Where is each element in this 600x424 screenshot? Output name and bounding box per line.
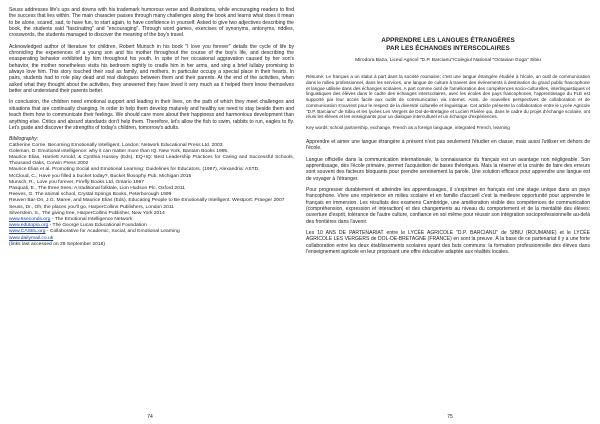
bibliography-title: Bibliography: bbox=[9, 136, 39, 143]
bibliography-entry: Silverstein, S., The giving tree, HarperCollins Publisher, New York 2014 bbox=[9, 210, 165, 216]
link-description: - The Emotional Intelligence Network bbox=[50, 216, 133, 222]
bibliography-entry: Seuss, Dr., Oh, the places you'll go, HarperCollins Publishers, London 2011 bbox=[9, 204, 174, 210]
bibliography-entry: Reeves, G. The animal school, Crystal Springs Books, Peterborough 1999 bbox=[9, 192, 172, 198]
bibliography-entry: McCloud, C., Have you filled a bucket today?, Bucket filosophy Pub, Michigan 2015 bbox=[9, 173, 192, 179]
article-body bbox=[306, 139, 590, 256]
bibliography-entry: Munsch, R., Love you forever, Firefly Books Ltd, Ontario 1997 bbox=[9, 179, 145, 185]
paragraph: Apprendre et aimer une langue étrangère à présent n'est pas seulement l'étudier en classe, mais aussi l'utiliser en dehors de l'école. bbox=[306, 138, 590, 152]
paragraph: Pour progresser durablement et atteindre les apprentissages, il s'exprimer en français est une stage unique dans un pays francophone. Vivre une expérience en milieu scolaire et en famille d'accueil c'est la meilleure opportunité pour apprendre le français en immersion. Les résultats des examens Cambridge, une amélioration visible des compétences de communication (compréhension, expression et interaction) et des changements au niveau du comportement et de la mentalité des élèves: ouverture d'esprit, tolérance de l'autre culture, confiance en soi même pour réussir son intégration socioprofessionnelle au-delà des frontières dans l'avenir. bbox=[306, 187, 590, 225]
paragraph: Acknowledged author of literature for children, Robert Munsch in his book "I love you forever" details the cycle of life by chronicling the experiences of a young son and his mother throughout the course of the boy's life, and describing the exasperating behavior exhibited by him throughout his youth. In spite of her occasional aggravation caused by her son's behavior, the mother nonetheless visits his bedroom nightly to cradle him in her arms, and sing a brief lullaby promising to always love him. This story touched their soul as family, and mothers, in particular occupy a special place in their hearts. In pairs, students had to role play dead and real dialogues between them and their parents. At the end of the activities, when asked what they thought about the activities, they answered they have loved it very much as it helped them know themselves better and understand their parents better. bbox=[9, 43, 294, 95]
bibliography-list bbox=[9, 143, 294, 248]
article-title bbox=[306, 37, 590, 52]
bibliography-entry: Goleman, D. Emotional intelligence: why it can matter more than IQ. New York, Bantam Books 1995. bbox=[9, 148, 229, 154]
link-edutopia[interactable]: www.edutopia.org bbox=[9, 223, 49, 229]
article-authors: Mirodora Baza, Liceul Agricol "D.P. Barcianu"/Colegiul National "Octavian Goga" Sibiu bbox=[355, 58, 541, 64]
abstract-text: Résumé: Le français a un statut à part dans la société roumaine; c'est une langue étrangère étudiée à l'école, un outil de communication dans le milieu professionnel, dans les services, une langue de culture à travers des événements à destination du grand public francophone et langue utilisée dans des échanges scolaires. A part comme outil de l'amélioration des compétences socio-culturelles, interlinguistiques et linguistiques des élèves dans le cadre des échanges interscolaires, avec les écoles des pays francophones, l'apprentissage du FLE est supporté par leur accès facile aux outils de communication via internet. Ainsi, de nouvelles perspectives de collaboration et de communication s'ouvrent pour le respect de la diversité culturelle et linguistique. Cet article présente la collaboration entre le Lycée Agricole "D.P. Barcianu" de Sibiu et les lycées Les Vergers de Dol-de-Bretagne et Lucien Rivière qui, dans le cadre du projet d'échange scolaire, ont réuni les élèves et les enseignants pour un dialogue interculturel et un échange d'expériences. bbox=[306, 74, 590, 120]
paragraph: Langue officielle dans la communication internationale, la connaissance du français est un avantage non négligeable. Son apprentissage, dès l'école primaire, permet l'acquisition de bases théoriques. Mais la réserve et la crainte de faire des erreurs sont souvent des facteurs bloquants pour prendre sereinement la parole. Une solution efficace pour apprendre une langue est de voyager à l'étranger. bbox=[306, 156, 590, 182]
right-page bbox=[300, 0, 600, 424]
keywords-text: Key words: school partnership, exchange, French as a foreign language, integrated French, learning bbox=[306, 125, 510, 131]
links-note: (links last accessed on 29 September 2018) bbox=[9, 241, 106, 247]
page-number: 74 bbox=[147, 414, 153, 420]
paragraph: Les 10 ANS DE PARTENARIAT entre le LYCÉE AGRICOLE "D.P. BARCIANU" de SIBIU (ROUMANIE) et le LYCÉE AGRICOLE LES VERGERS de DOL-DE-BRETAGNE (FRANCE) en sont la preuve. À la base de ce partenariat il y a une forte collaboration entre les deux établissements scolaires ayant des buts communs: la formation professionnelle des élèves dans l'enseignement agricole en leur proposant une offre éducative adaptée aux réalités locales. bbox=[306, 230, 590, 256]
abstract bbox=[306, 74, 590, 120]
link-description: - The George Lucas Educational Foundation bbox=[48, 223, 147, 229]
bibliography-entry: Reuven Bar-On, J.G. Maree, and Maurice Elias (Eds), Educating People to Be Emotionally Intelligent. Westport: Praeger 2007 bbox=[9, 198, 285, 204]
paragraph: In conclusion, the children need emotional support and leading in their lives, on the path of which they meet challenges and situations that are continually changing. In order to help them develop maturely and healthy we need to stay beside them and teach them how to communicate their feelings. We should care more about their happiness and harmonious development than anything else. Critics and absurd standards don't help them. Therefore, let's allow the fish to swim, rabbits to run, eagles to fly. Let's guide and discover the strengths of today's children, tomorrow's adults. bbox=[9, 99, 294, 131]
title-line: APPRENDRE LES LANGUES ÉTRANGÈRES bbox=[381, 37, 515, 44]
page-number: 75 bbox=[447, 414, 453, 420]
bibliography-entry: Pasquali, E., The three trees: A traditional folktale, Lion Hudson Plc, Oxford 2011 bbox=[9, 185, 186, 191]
bibliography-entry: Catherine Corrie. Becoming Emotionally Intelligent. London: Network Educational Press Ltd, 2003. bbox=[9, 142, 224, 148]
link-dailymail[interactable]: www.dailymail.co.uk bbox=[9, 235, 54, 241]
bibliography-entry: Maurice Elias, Harriett Arnold, & Cynthia Hussey (Eds), EQ+IQ: Best Leadership Practices for Caring and Successful Schools, Thousand Oaks, Corwin Press 2002 bbox=[9, 154, 294, 167]
link-6seconds[interactable]: www.6seconds.org bbox=[9, 216, 51, 222]
link-casel[interactable]: www.CASEL.org bbox=[9, 229, 46, 235]
bibliography-entry: Maurice Elias et al. Promoting Social and Emotional Learning: Guidelines for Educators. (1997), Alexandria: ASTD. bbox=[9, 167, 260, 173]
title-line: PAR LES ÉCHANGES INTERSCOLAIRES bbox=[386, 44, 510, 52]
link-description: - Collaborative for Academic, Social, and Emotional Learning bbox=[45, 229, 180, 235]
paragraph: Seuss addresses life's ups and downs with his trademark humorous verse and illustrations, while encouraging readers to find the success that lies within. The main character passes through many challenges along the book and learns what does it mean to be alone, scared, sad, to have fun, to start again, to have confidence in yourself. Asked to give two adjectives describing the book, the students said "fascinating" and "encouraging". Through word games, exercises of synonyms, antonyms, riddles, crosswords, the students managed to discover the meaning of the boy's travel. bbox=[9, 7, 294, 39]
